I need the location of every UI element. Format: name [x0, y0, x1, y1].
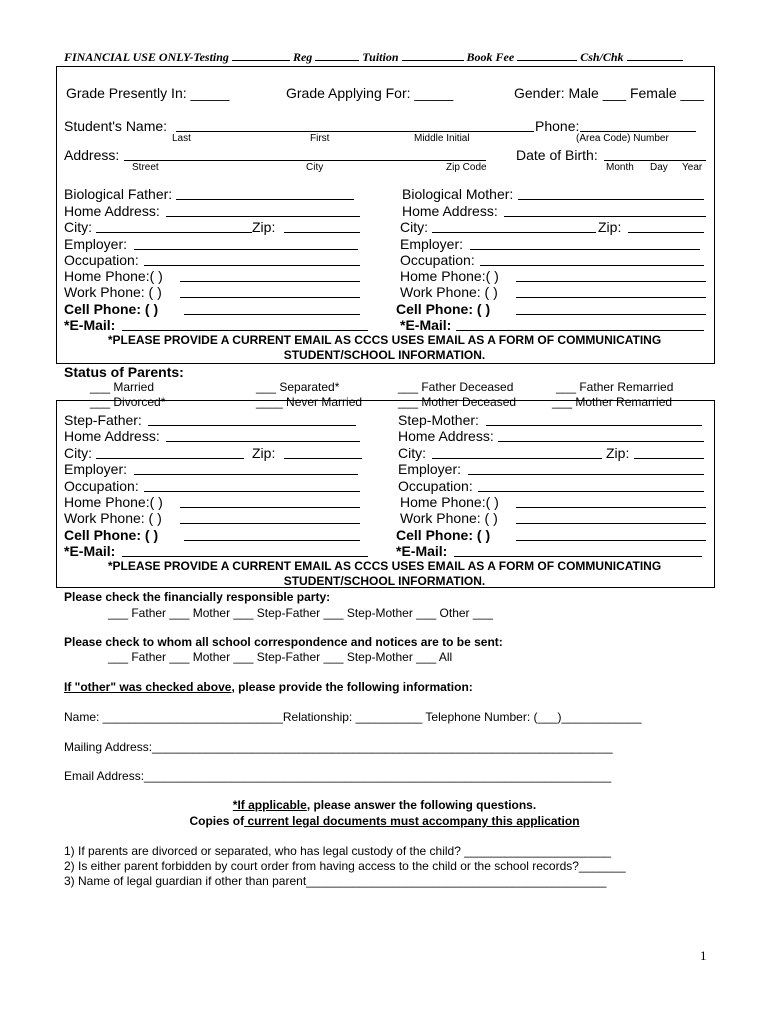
- step-father-work-phone-label: Work Phone: ( ): [64, 510, 162, 526]
- bio-mother-employer-line[interactable]: [470, 249, 700, 250]
- bio-father-email-line[interactable]: [122, 330, 368, 331]
- bio-mother-email-label: *E-Mail:: [400, 317, 452, 333]
- csh-label: Csh/Chk: [580, 50, 624, 64]
- bio-mother-home-phone-label: Home Phone:( ): [400, 268, 499, 284]
- step-mother-work-phone-line[interactable]: [516, 523, 706, 524]
- legal-copies-lead: Copies of: [189, 814, 245, 828]
- other-title-underlined: If "other" was checked above: [64, 680, 232, 694]
- other-title-rest: , please provide the following information:: [231, 680, 473, 694]
- dob-line[interactable]: [604, 160, 706, 161]
- bio-father-home-phone-label: Home Phone:( ): [64, 268, 163, 284]
- book-fee-label: Book Fee: [466, 50, 515, 64]
- step-father-home-phone-label: Home Phone:( ): [64, 494, 163, 510]
- bio-mother-zip-label: Zip:: [598, 219, 622, 235]
- email-notice-1: *PLEASE PROVIDE A CURRENT EMAIL AS CCCS USES EMAIL AS A FORM OF COMMUNICATING: [107, 333, 662, 347]
- step-mother-occupation-label: Occupation:: [398, 478, 473, 494]
- step-mother-email-line[interactable]: [454, 556, 702, 557]
- book-fee-blank[interactable]: [517, 60, 577, 61]
- bio-mother-zip-line[interactable]: [628, 232, 704, 233]
- testing-blank[interactable]: [232, 60, 290, 61]
- step-father-home-line[interactable]: [166, 441, 360, 442]
- status-father-remarried[interactable]: ___ Father Remarried: [556, 380, 674, 394]
- step-father-occupation-line[interactable]: [144, 491, 360, 492]
- step-mother-line[interactable]: [486, 425, 702, 426]
- bio-father-cell-line[interactable]: [184, 314, 360, 315]
- step-mother-occupation-line[interactable]: [478, 491, 704, 492]
- step-mother-city-label: City:: [398, 445, 426, 461]
- bio-mother-employer-label: Employer:: [400, 236, 464, 252]
- correspondence-title: Please check to whom all school correspondence and notices are to be sent:: [64, 635, 503, 649]
- legal-heading: [56, 798, 713, 812]
- sub-month: Month: [606, 162, 634, 173]
- legal-copies: [56, 814, 713, 828]
- bio-father-occupation-line[interactable]: [144, 265, 360, 266]
- phone-line[interactable]: [580, 131, 696, 132]
- sub-first: First: [310, 133, 330, 144]
- step-mother-label: Step-Mother:: [398, 412, 479, 428]
- email-notice-2: STUDENT/SCHOOL INFORMATION.: [283, 348, 486, 362]
- sub-zip: Zip Code: [446, 162, 487, 173]
- bio-father-work-phone-line[interactable]: [180, 297, 360, 298]
- bio-mother-occupation-line[interactable]: [480, 265, 704, 266]
- step-father-cell-label: Cell Phone: ( ): [64, 527, 159, 543]
- bio-father-zip-label: Zip:: [252, 219, 276, 235]
- page-number: 1: [700, 948, 707, 963]
- bio-mother-city-line[interactable]: [432, 232, 596, 233]
- tuition-blank[interactable]: [402, 60, 464, 61]
- step-father-occupation-label: Occupation:: [64, 478, 139, 494]
- correspondence-options[interactable]: ___ Father ___ Mother ___ Step-Father ___ Step-Mother ___ All: [108, 650, 453, 664]
- step-mother-home-label: Home Address:: [398, 428, 494, 444]
- bio-father-employer-line[interactable]: [134, 249, 358, 250]
- bio-father-employer-label: Employer:: [64, 236, 128, 252]
- step-father-email-line[interactable]: [122, 556, 368, 557]
- sub-area: (Area Code) Number: [576, 133, 669, 144]
- bio-father-cell-label: Cell Phone: ( ): [64, 301, 159, 317]
- bio-father-occupation-label: Occupation:: [64, 252, 139, 268]
- bio-mother-home-line[interactable]: [504, 216, 706, 217]
- address-line[interactable]: [124, 160, 486, 161]
- status-mother-deceased[interactable]: ___ Mother Deceased: [398, 395, 517, 409]
- step-mother-employer-line[interactable]: [468, 474, 704, 475]
- reg-blank[interactable]: [315, 60, 359, 61]
- bio-father-label: Biological Father:: [64, 186, 173, 202]
- step-father-zip-label: Zip:: [252, 445, 276, 461]
- dob-label: Date of Birth:: [516, 147, 598, 163]
- status-separated[interactable]: ___ Separated*: [256, 380, 340, 394]
- step-email-notice-1: *PLEASE PROVIDE A CURRENT EMAIL AS CCCS USES EMAIL AS A FORM OF COMMUNICATING: [107, 559, 662, 573]
- legal-q3[interactable]: 3) Name of legal guardian if other than parent_____________________________________________: [64, 874, 607, 888]
- bio-mother-line[interactable]: [518, 199, 704, 200]
- status-title: Status of Parents:: [64, 364, 184, 380]
- step-mother-city-line[interactable]: [432, 458, 602, 459]
- step-mother-zip-line[interactable]: [634, 458, 704, 459]
- step-mother-home-phone-label: Home Phone:( ): [400, 494, 499, 510]
- grade-present[interactable]: Grade Presently In: _____: [66, 85, 230, 101]
- bio-father-email-label: *E-Mail:: [64, 317, 116, 333]
- legal-q1[interactable]: 1) If parents are divorced or separated, who has legal custody of the child? ______________________: [64, 844, 612, 858]
- step-father-zip-line[interactable]: [284, 458, 362, 459]
- step-mother-cell-line[interactable]: [516, 540, 706, 541]
- responsible-title: Please check the financially responsible party:: [64, 590, 331, 604]
- step-father-line[interactable]: [148, 425, 356, 426]
- bio-father-city-line[interactable]: [96, 232, 252, 233]
- legal-heading-underlined: *If applicable: [232, 798, 307, 812]
- step-father-email-label: *E-Mail:: [64, 543, 116, 559]
- gender-field[interactable]: Gender: Male ___ Female ___: [514, 85, 704, 101]
- other-title: [64, 680, 473, 694]
- step-email-notice-2: STUDENT/SCHOOL INFORMATION.: [283, 574, 486, 588]
- address-label: Address:: [64, 147, 120, 163]
- bio-father-home-label: Home Address:: [64, 203, 160, 219]
- tuition-label: Tuition: [362, 50, 399, 64]
- step-father-cell-line[interactable]: [184, 540, 360, 541]
- step-mother-work-phone-label: Work Phone: ( ): [400, 510, 498, 526]
- step-father-home-phone-line[interactable]: [180, 507, 360, 508]
- step-mother-employer-label: Employer:: [398, 461, 462, 477]
- status-divorced[interactable]: ___ Divorced*: [90, 395, 166, 409]
- step-mother-email-label: *E-Mail:: [396, 543, 448, 559]
- step-father-employer-label: Employer:: [64, 461, 128, 477]
- bio-mother-home-label: Home Address:: [402, 203, 498, 219]
- step-mother-zip-label: Zip:: [606, 445, 630, 461]
- sub-last: Last: [172, 133, 191, 144]
- step-father-home-label: Home Address:: [64, 428, 160, 444]
- status-mother-remarried[interactable]: ___ Mother Remarried: [552, 395, 673, 409]
- step-mother-home-line[interactable]: [498, 441, 704, 442]
- step-father-city-label: City:: [64, 445, 92, 461]
- step-father-work-phone-line[interactable]: [180, 523, 360, 524]
- bio-mother-occupation-label: Occupation:: [400, 252, 475, 268]
- bio-mother-label: Biological Mother:: [402, 186, 514, 202]
- bio-mother-work-phone-line[interactable]: [516, 297, 706, 298]
- phone-label: Phone:: [535, 118, 580, 134]
- sub-street: Street: [132, 162, 159, 173]
- grade-applying[interactable]: Grade Applying For: _____: [286, 85, 454, 101]
- other-email-row[interactable]: Email Address:______________________________________________________________________: [64, 769, 612, 783]
- reg-label: Reg: [292, 50, 313, 64]
- legal-copies-underlined: current legal documents must accompany this application: [244, 814, 580, 828]
- status-married[interactable]: ___ Married: [90, 380, 155, 394]
- sub-middle: Middle Initial: [414, 133, 470, 144]
- responsible-options[interactable]: ___ Father ___ Mother ___ Step-Father ___ Step-Mother ___ Other ___: [108, 606, 493, 620]
- legal-q2[interactable]: 2) Is either parent forbidden by court order from having access to the child or the school records?_______: [64, 859, 626, 873]
- step-father-city-line[interactable]: [96, 458, 244, 459]
- bio-father-home-phone-line[interactable]: [180, 281, 360, 282]
- student-name-label: Student's Name:: [64, 118, 168, 134]
- status-father-deceased[interactable]: ___ Father Deceased: [398, 380, 514, 394]
- bio-mother-cell-label: Cell Phone: ( ): [396, 301, 491, 317]
- bio-father-home-line[interactable]: [166, 216, 360, 217]
- bio-mother-work-phone-label: Work Phone: ( ): [400, 284, 498, 300]
- status-never-married[interactable]: ____ Never Married: [256, 395, 363, 409]
- bio-father-zip-line[interactable]: [284, 232, 360, 233]
- other-mailing-row[interactable]: Mailing Address:_____________________________________________________________________: [64, 740, 613, 754]
- bio-mother-home-phone-line[interactable]: [516, 281, 706, 282]
- sub-year: Year: [682, 162, 703, 173]
- bio-mother-cell-line[interactable]: [516, 314, 706, 315]
- step-mother-cell-label: Cell Phone: ( ): [396, 527, 491, 543]
- legal-heading-rest: , please answer the following questions.: [306, 798, 537, 812]
- financial-prefix: FINANCIAL USE ONLY-Testing: [64, 50, 229, 64]
- bio-father-line[interactable]: [176, 199, 354, 200]
- financial-header: [64, 50, 683, 65]
- bio-mother-city-label: City:: [400, 219, 428, 235]
- step-father-employer-line[interactable]: [134, 474, 358, 475]
- bio-mother-email-line[interactable]: [456, 330, 704, 331]
- student-name-line[interactable]: [176, 131, 534, 132]
- sub-day: Day: [650, 162, 668, 173]
- step-father-label: Step-Father:: [64, 412, 142, 428]
- csh-blank[interactable]: [627, 60, 683, 61]
- bio-father-work-phone-label: Work Phone: ( ): [64, 284, 162, 300]
- other-name-row[interactable]: Name: ___________________________Relationship: __________ Telephone Number: (___)____________: [64, 710, 642, 724]
- sub-city: City: [306, 162, 324, 173]
- bio-father-city-label: City:: [64, 219, 92, 235]
- step-mother-home-phone-line[interactable]: [516, 507, 706, 508]
